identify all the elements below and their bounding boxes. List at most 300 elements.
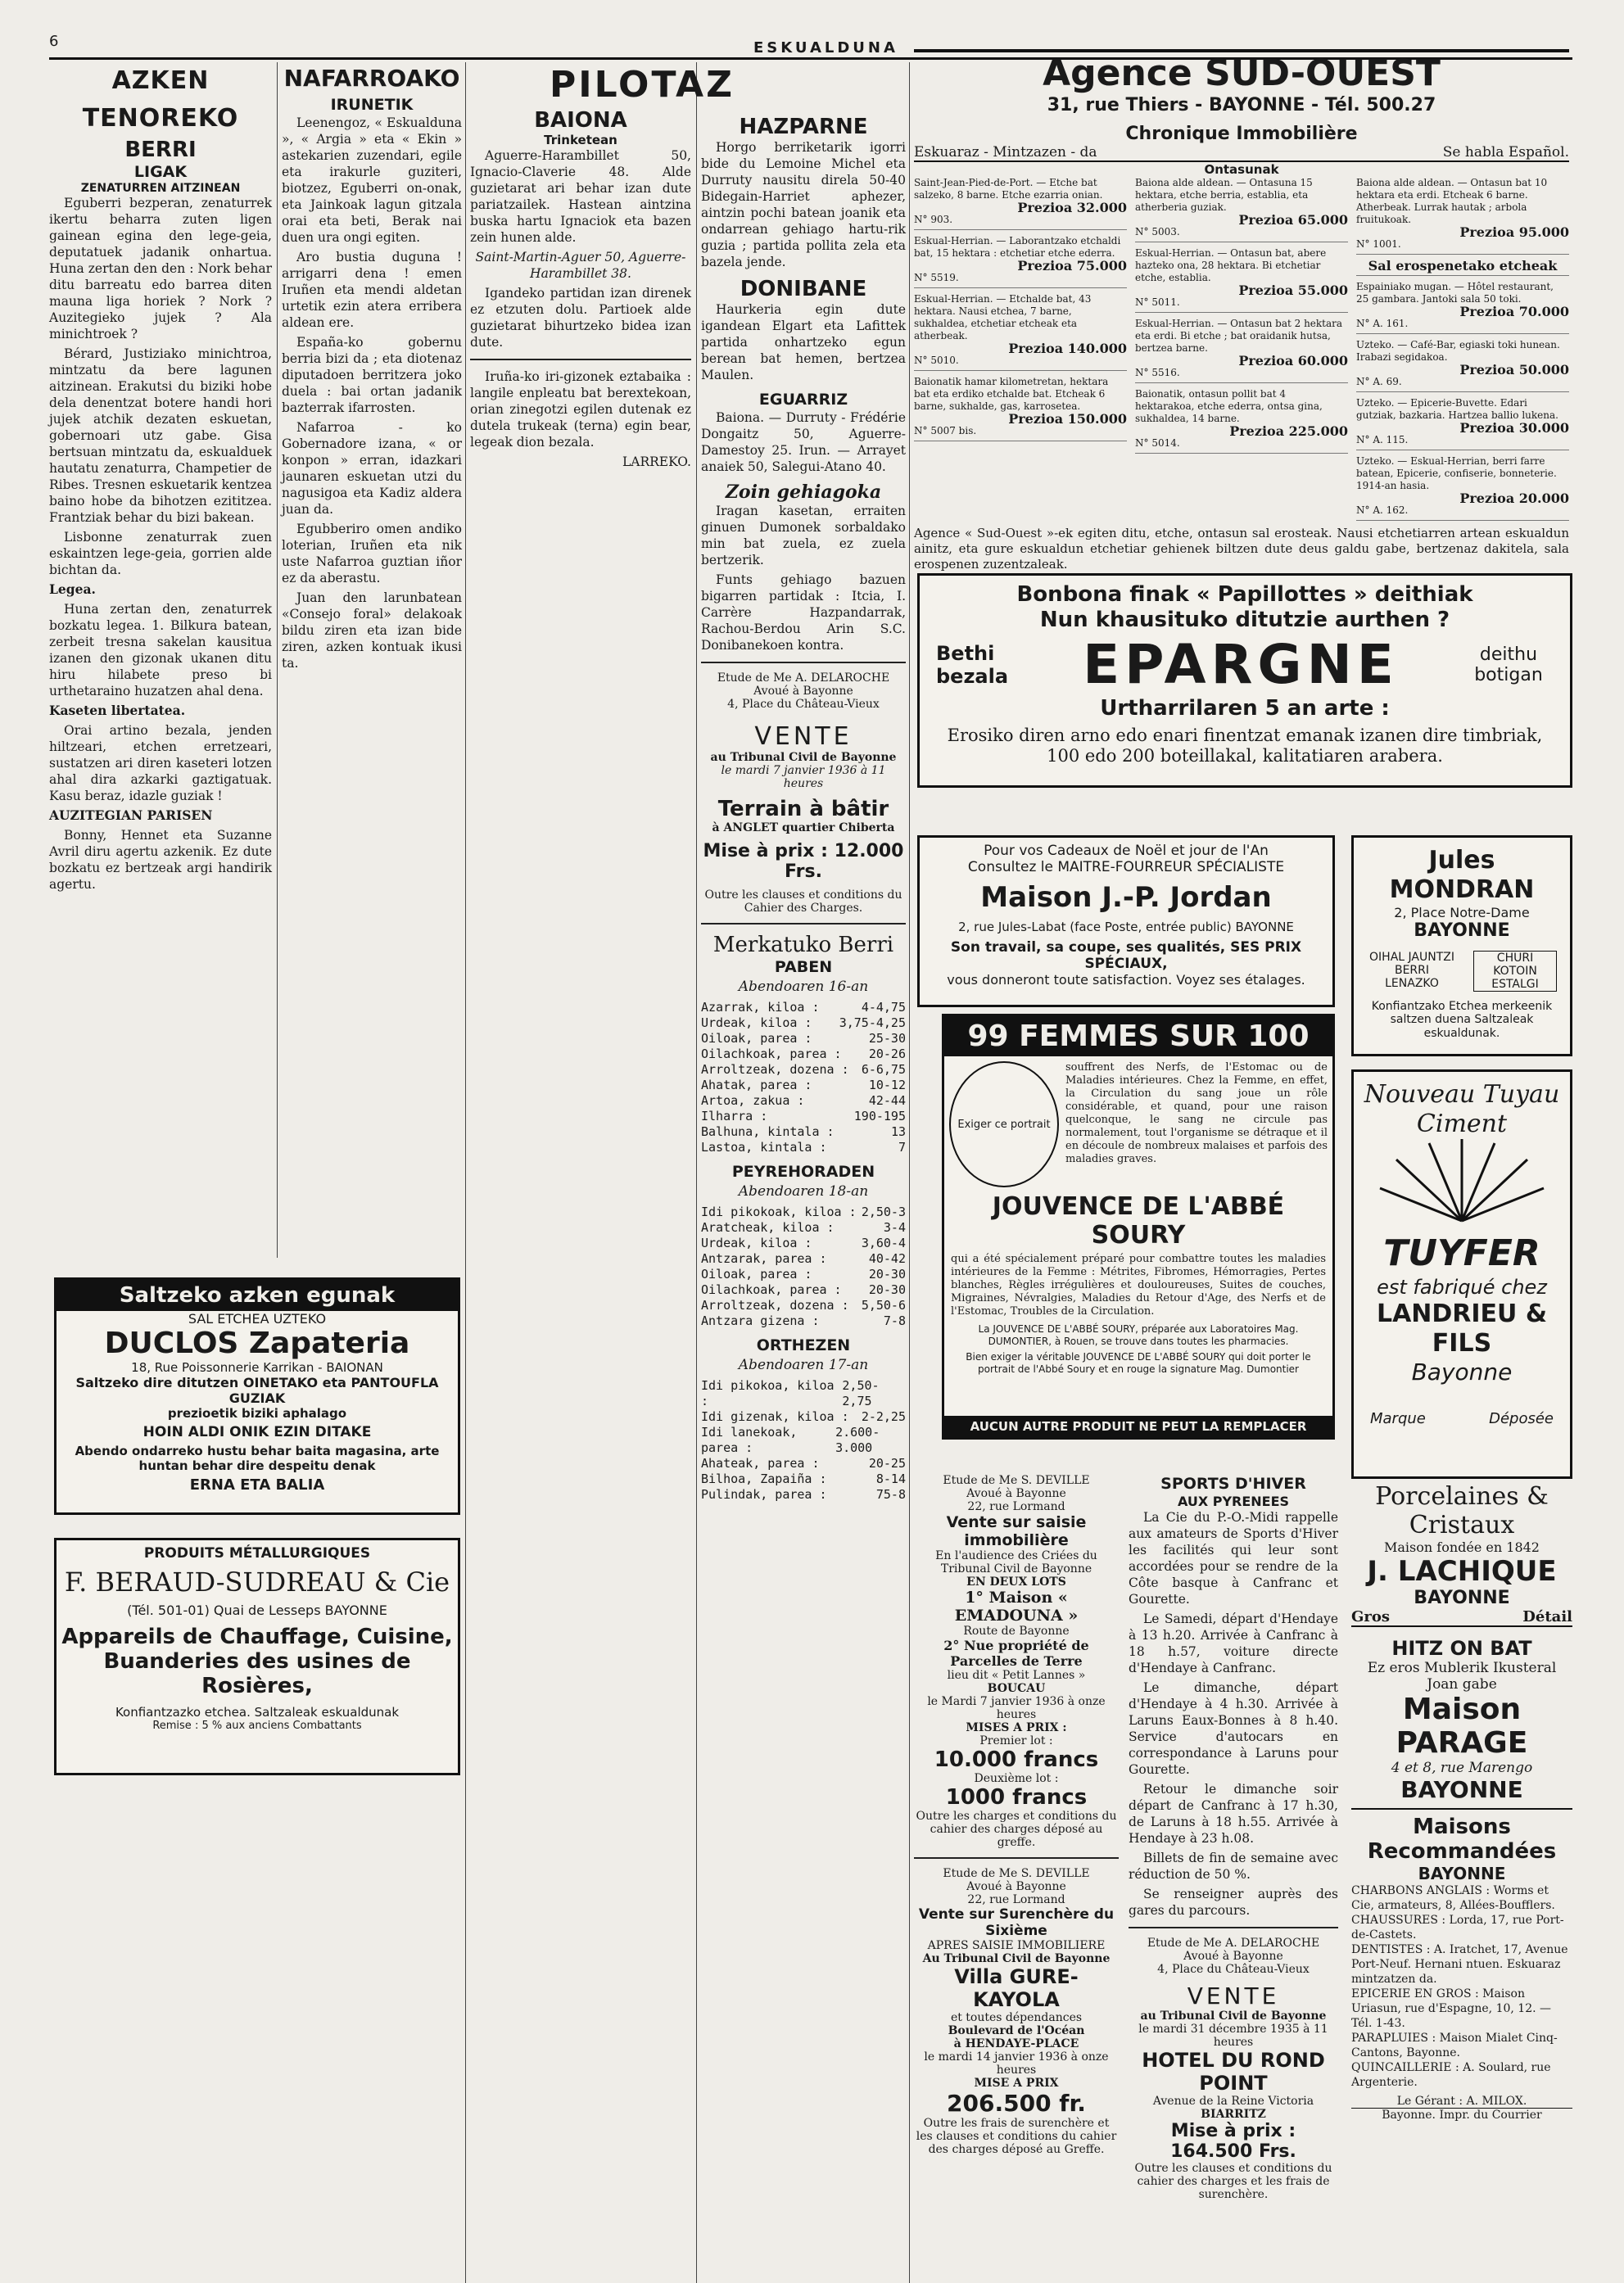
deville-v2: 1000 francs bbox=[945, 1785, 1088, 1810]
deville-head: Etude de Me S. DEVILLE bbox=[943, 1474, 1090, 1487]
column-rule bbox=[909, 62, 910, 2283]
column-rule bbox=[277, 62, 278, 1258]
listing-price: Prezioa 75.000 bbox=[1017, 258, 1127, 274]
bonbona-bethi: Bethi bezala bbox=[936, 641, 1009, 688]
jouvence-headline: 99 FEMMES SUR 100 bbox=[944, 1016, 1332, 1056]
price-value: 5,50-6 bbox=[861, 1298, 906, 1313]
col1-sub1: LIGAK bbox=[133, 163, 188, 181]
price-item: Idi pikokoak, kiloa : bbox=[701, 1205, 857, 1219]
recommand-list bbox=[1351, 1883, 1572, 2090]
agency-title: Agence SUD-OUEST bbox=[1043, 52, 1441, 94]
delaroche2-ave: Avenue de la Reine Victoria bbox=[1152, 2095, 1314, 2108]
listing bbox=[1356, 177, 1569, 255]
deville2-date: le mardi 14 janvier 1936 à onze heures bbox=[924, 2050, 1109, 2077]
col1-section: BERRI bbox=[124, 138, 197, 162]
price-item: Ahatak, parea : bbox=[701, 1078, 812, 1092]
agency-block bbox=[914, 49, 1569, 572]
duclos-l2: SAL ETCHEA UZTEKO bbox=[188, 1311, 327, 1327]
listing-price: Prezioa 60.000 bbox=[1238, 353, 1348, 368]
col4-egurriz-title: EGUARRIZ bbox=[758, 391, 848, 409]
paben-title: PABEN bbox=[774, 958, 833, 976]
col1-kaseten-text: Orai artino bezala, jenden hiltzeari, etchen erretzeari, sustatzen ari diren kaseteri lotzen ahal dira azkarki gaztigatuak. Kasu beraz, idazle guziak ! bbox=[49, 723, 272, 803]
listing-price: Prezioa 32.000 bbox=[1017, 200, 1127, 215]
price-value: 2.600-3.000 bbox=[835, 1425, 880, 1455]
tuyfer-made: est fabriqué chez bbox=[1377, 1275, 1547, 1299]
price-item: Urdeak, kiloa : bbox=[701, 1236, 812, 1250]
price-row bbox=[701, 1378, 906, 1409]
col3-signature: LARREKO. bbox=[622, 454, 691, 469]
lachique-detail: Détail bbox=[1522, 1608, 1572, 1625]
col3-baiona-sub: Trinketean bbox=[544, 133, 617, 147]
listing-no: N° 5519. bbox=[914, 272, 959, 283]
listing-price: Prezioa 65.000 bbox=[1238, 212, 1348, 228]
parage-addr: 4 et 8, rue Marengo bbox=[1391, 1760, 1533, 1776]
col1-kaseten-title: Kaseten libertatea. bbox=[49, 703, 186, 718]
parage-name: Maison PARAGE bbox=[1396, 1693, 1528, 1760]
recommand-item: EPICERIE EN GROS : Maison Uriasun, rue d'Espagne, 10, 12. — Tél. 1-43. bbox=[1351, 1987, 1551, 2030]
col4-hazparne-title: HAZPARNE bbox=[739, 115, 868, 139]
price-item: Arroltzeak, dozena : bbox=[701, 1298, 849, 1313]
price-value: 42-44 bbox=[868, 1093, 906, 1108]
deville2-deps: et toutes dépendances bbox=[950, 2011, 1083, 2024]
deville-lieu: lieu dit « Petit Lannes » bbox=[947, 1669, 1086, 1682]
bonbona-line1: Bonbona finak « Papillottes » deithiak bbox=[1016, 582, 1473, 607]
beraud-l5: Remise : 5 % aux anciens Combattants bbox=[152, 1720, 362, 1732]
paben-sub: Abendoaren 16-an bbox=[738, 979, 869, 995]
price-value: 8-14 bbox=[875, 1472, 906, 1486]
delaroche2-addr: 4, Place du Château-Vieux bbox=[1157, 1963, 1310, 1976]
price-row bbox=[701, 1472, 906, 1487]
parage-l1: HITZ ON BAT bbox=[1391, 1637, 1532, 1660]
peyre-price-list bbox=[701, 1205, 906, 1329]
sports-sub: AUX PYRENEES bbox=[1177, 1494, 1290, 1509]
beraud-name: F. BERAUD-SUDREAU & Cie bbox=[64, 1566, 450, 1598]
listing-text: Baiona alde aldean. — Ontasun bat 10 hektara eta erdi. Etcheak 6 barne. Atherbeak. Lurrak hautak ; arbola fruitukoak. bbox=[1356, 177, 1548, 225]
price-item: Idi lanekoak, parea : bbox=[701, 1425, 798, 1455]
sports-text1: La Cie du P.-O.-Midi rappelle aux amateurs de Sports d'Hiver les facilités qui leur sont accordées pour se rendre de la Côte basque à Canfranc et Gourette. bbox=[1129, 1510, 1338, 1607]
listing-price: Prezioa 140.000 bbox=[1008, 341, 1127, 356]
delaroche2-sub: au Tribunal Civil de Bayonne bbox=[1140, 2009, 1327, 2023]
parage-city: BAYONNE bbox=[1400, 1776, 1523, 1803]
parage-l2: Ez eros Mublerik Ikusteral Joan gabe bbox=[1367, 1660, 1557, 1693]
agency-addr: 31, rue Thiers - BAYONNE - Tél. 500.27 bbox=[1047, 95, 1436, 115]
col1-sub2: ZENATURREN AITZINEAN bbox=[80, 182, 241, 195]
price-item: Oiloak, parea : bbox=[701, 1267, 812, 1282]
deville-sub: En l'audience des Criées du Tribunal Civil de Bayonne bbox=[935, 1549, 1097, 1575]
auction-sub: au Tribunal Civil de Bayonne bbox=[710, 751, 897, 764]
deville2-place: Avoué à Bayonne bbox=[966, 1880, 1066, 1893]
abbe-portrait-icon bbox=[949, 1061, 1059, 1187]
tuyfer-maker: LANDRIEU & FILS bbox=[1376, 1299, 1548, 1358]
price-row bbox=[701, 1015, 906, 1031]
lachique-l2: Maison fondée en 1842 bbox=[1384, 1539, 1540, 1555]
col1-text1: Eguberri bezperan, zenaturrek ikertu beharra zuten ligen gainean egina den lege-geia, deputatuek jadanik onhartua. Huna zertan den den : Nork behar ditu barreatu edo barrea diten mauna liga horiek ? Nork ? Auzitegieko jujek ? Ala minichtroek ? bbox=[49, 196, 272, 341]
col2-section: IRUNETIK bbox=[330, 96, 414, 114]
deville-note: Outre les charges et conditions du cahier des charges déposé au greffe. bbox=[916, 1810, 1117, 1849]
deville-addr: 22, rue Lormand bbox=[967, 1500, 1065, 1513]
duclos-l5: HOIN ALDI ONIK EZIN DITAKE bbox=[142, 1424, 372, 1440]
column-pilotaz bbox=[470, 62, 735, 477]
listing-no: N° A. 115. bbox=[1356, 434, 1409, 445]
listing-no: N° 5516. bbox=[1135, 367, 1180, 378]
deville2-head: Etude de Me S. DEVILLE bbox=[943, 1867, 1090, 1880]
orthez-sub: Abendoaren 17-an bbox=[738, 1357, 869, 1373]
col2-text5: Egubberiro omen andiko loterian, Iruñen eta nik uste Nafarroa guztian iñor ez da aberastu. bbox=[282, 522, 462, 585]
auction-addr: 4, Place du Château-Vieux bbox=[727, 698, 880, 711]
price-item: Aratcheak, kiloa : bbox=[701, 1220, 835, 1235]
deville-v1: 10.000 francs bbox=[934, 1747, 1099, 1772]
delaroche2-prix: Mise à prix : 164.500 Frs. bbox=[1170, 2121, 1296, 2162]
peyre-sub: Abendoaren 18-an bbox=[738, 1183, 869, 1200]
price-row bbox=[701, 1062, 906, 1078]
jouvence-text: souffrent des Nerfs, de l'Estomac ou de Maladies intérieures. Chez la Femme, en effet, la Circulation du sang joue un rôle considérable, et quand, pour une raison quelconque, le sang ne circule pas normalement, tout l'organisme se détraque et il en découle de nombreux malaises et parfois des maladies graves. bbox=[1065, 1061, 1328, 1165]
orthez-price-list bbox=[701, 1378, 906, 1503]
recommand-title: Maisons Recommandées bbox=[1367, 1815, 1557, 1864]
listing bbox=[1356, 455, 1569, 521]
price-value: 20-30 bbox=[868, 1267, 906, 1282]
price-value: 10-12 bbox=[868, 1078, 906, 1092]
duclos-ad bbox=[54, 1277, 460, 1515]
price-row bbox=[701, 1109, 906, 1124]
price-row bbox=[701, 1425, 906, 1456]
price-value: 2-2,25 bbox=[861, 1409, 906, 1424]
agency-note: Agence « Sud-Ouest »-ek egiten ditu, etche, ontasun sal erosteak. Nausi etchetiarren artean eskualdun ainitz, eta gure eskualdun etchetiar gehienek biltzen dute deus galdu gabe, bertzenaz dakitela, sala erospenen zuzentzaleak. bbox=[914, 526, 1569, 572]
col4-funts-text: Funts gehiago bazuen bigarren partidak : Itcia, I. Carrère Hazpandarrak, Rachou-Berdou Arin S.C. Donibanekoen kontra. bbox=[701, 572, 906, 653]
col3-iruna-text: Iruña-ko iri-gizonek eztabaika : langile enpleatu bat berextekoan, orian zinegotzi egilen dutenak ez dutela trukeak (terna) egin bear, legeak dion bezala. bbox=[470, 369, 691, 450]
lachique-ad bbox=[1351, 1482, 1572, 2122]
auction-head: Etude de Me A. DELAROCHE bbox=[717, 671, 890, 685]
listing-text: Espainiako mugan. — Hôtel restaurant, 25 gambara. Jantoki sala 50 toki. bbox=[1356, 281, 1554, 305]
price-row bbox=[701, 1456, 906, 1472]
listing bbox=[1135, 318, 1348, 383]
beraud-l1: PRODUITS MÉTALLURGIQUES bbox=[143, 1545, 371, 1562]
sports-column bbox=[1129, 1474, 1338, 2201]
jouvence-prep: La JOUVENCE DE L'ABBÉ SOURY, préparée aux Laboratoires Mag. DUMONTIER, à Rouen, se trouve dans toutes les pharmacies. bbox=[978, 1323, 1299, 1347]
price-value: 2,50-3 bbox=[861, 1205, 906, 1219]
price-item: Artoa, zakua : bbox=[701, 1093, 805, 1108]
price-value: 40-42 bbox=[868, 1251, 906, 1266]
price-item: Lastoa, kintala : bbox=[701, 1140, 827, 1155]
price-value: 20-26 bbox=[868, 1047, 906, 1061]
mondran-note: Konfiantzako Etchea merkeenik saltzen duena Saltzaleak eskualdunak. bbox=[1371, 999, 1553, 1041]
price-value: 3,75-4,25 bbox=[839, 1015, 906, 1030]
duclos-l6: Abendo ondarreko hustu behar baita magasina, arte huntan behar dire despeitu denak bbox=[75, 1444, 440, 1473]
col1-legea-title: Legea. bbox=[49, 581, 96, 597]
price-value: 190-195 bbox=[853, 1109, 906, 1123]
duclos-addr: 18, Rue Poissonnerie Karrikan - BAIONAN bbox=[131, 1360, 383, 1375]
listing-price: Prezioa 150.000 bbox=[1008, 411, 1127, 427]
price-row bbox=[701, 1313, 906, 1329]
price-row bbox=[701, 1093, 906, 1109]
price-row bbox=[701, 1236, 906, 1251]
delaroche2-note: Outre les clauses et conditions du cahier des charges et les frais de surenchère. bbox=[1134, 2162, 1332, 2201]
listing bbox=[914, 177, 1127, 230]
deville-lot1: 1° Maison « EMADOUNA » bbox=[954, 1589, 1079, 1625]
recommand-item: DENTISTES : A. Iratchet, 17, Avenue Port-Neuf. Hernani ntuen. Eskuaraz mintzatzen da. bbox=[1351, 1943, 1568, 1986]
price-item: Ahateak, parea : bbox=[701, 1456, 820, 1471]
price-item: Azarrak, kiloa : bbox=[701, 1000, 820, 1015]
column-hazparne bbox=[701, 115, 906, 1503]
price-item: Antzarak, parea : bbox=[701, 1251, 827, 1266]
col1-title: AZKEN TENOREKO bbox=[82, 66, 239, 133]
beraud-l2: Appareils de Chauffage, Cuisine, bbox=[61, 1625, 453, 1649]
bonbona-brand: EPARGNE bbox=[1083, 633, 1399, 697]
deville2-hendaye: à HENDAYE-PLACE bbox=[953, 2037, 1079, 2050]
duclos-l1: Saltzeko azken egunak bbox=[57, 1280, 458, 1311]
auction-date: le mardi 7 janvier 1936 à 11 heures bbox=[721, 764, 886, 790]
listing-no: N° 5014. bbox=[1135, 437, 1180, 449]
deville2-mise: MISE A PRIX bbox=[974, 2077, 1059, 2090]
sports-text4: Retour le dimanche soir départ de Canfranc à 17 h.30, de Laruns à 18 h.55. Arrivée à Hendaye à 23 h.08. bbox=[1129, 1782, 1338, 1846]
tuyfer-deposee: Déposée bbox=[1489, 1410, 1554, 1428]
mondran-name: Jules MONDRAN bbox=[1389, 846, 1535, 904]
deville2-sub: APRES SAISIE IMMOBILIERE bbox=[927, 1939, 1106, 1952]
price-item: Pulindak, parea : bbox=[701, 1487, 827, 1502]
price-row bbox=[701, 1487, 906, 1503]
price-row bbox=[701, 1205, 906, 1220]
col2-text4: Nafarroa - ko Gobernadore izana, « or konpon » erran, idazkari jaunaren eskuetan utzi du nagusigoa eta Kadiz aldera juan da. bbox=[282, 420, 462, 517]
listing bbox=[914, 235, 1127, 288]
duclos-l4: prezioetik biziki aphalago bbox=[167, 1406, 347, 1421]
deville-p1: Premier lot : bbox=[979, 1734, 1053, 1747]
price-row bbox=[701, 1282, 906, 1298]
price-value: 2,50-2,75 bbox=[842, 1378, 880, 1408]
lachique-l1: Porcelaines & Cristaux bbox=[1375, 1482, 1549, 1539]
listing-price: Prezioa 55.000 bbox=[1238, 283, 1348, 298]
lachique-city: BAYONNE bbox=[1414, 1588, 1510, 1608]
listing-text: Eskual-Herrian. — Ontasun bat, abere hazteko ona, 28 hektara. Bi etchetiar etche, establia. bbox=[1135, 247, 1327, 283]
deville-vente: Vente sur saisie immobilière bbox=[946, 1513, 1087, 1549]
price-item: Bilhoa, Zapaiña : bbox=[701, 1472, 827, 1486]
listing-price: Prezioa 50.000 bbox=[1459, 362, 1569, 377]
sports-text2: Le Samedi, départ d'Hendaye à 13 h.20. Arrivée à Canfranc à 18 h.57, voiture directe d'Hendaye à Canfranc. bbox=[1129, 1612, 1338, 1675]
tuyfer-ad bbox=[1351, 1069, 1572, 1479]
listing-no: N° 5011. bbox=[1135, 296, 1180, 308]
price-value: 4-4,75 bbox=[861, 1000, 906, 1015]
listing-text: Eskual-Herrian. — Laborantzako etchaldi bat, 15 hektara : etchetiar etche ederra. bbox=[914, 235, 1121, 259]
recommand-item: CHARBONS ANGLAIS : Worms et Cie, armateurs, 8, Allées-Boufflers. bbox=[1351, 1884, 1555, 1912]
beraud-tel: (Tél. 501-01) Quai de Lesseps BAYONNE bbox=[127, 1603, 387, 1618]
price-item: Ilharra : bbox=[701, 1109, 768, 1123]
jouvence-warn: Bien exiger la véritable JOUVENCE DE L'ABBÉ SOURY qui doit porter le portrait de l'Abbé Soury et en rouge la signature Mag. Dumontier bbox=[966, 1351, 1311, 1375]
tuyfer-marque: Marque bbox=[1370, 1410, 1426, 1428]
deville2-addr: 22, rue Lormand bbox=[967, 1893, 1065, 1906]
deville-place: Avoué à Bayonne bbox=[966, 1487, 1066, 1500]
mondran-addr: 2, Place Notre-Dame bbox=[1394, 905, 1530, 920]
jouvence-exiger: Exiger ce portrait bbox=[957, 1118, 1051, 1131]
col1-parisen-title: AUZITEGIAN PARISEN bbox=[49, 807, 213, 823]
auction-place: Avoué à Bayonne bbox=[753, 685, 853, 698]
listing-no: N° A. 161. bbox=[1356, 318, 1409, 329]
listing-text: Baionatik, ontasun pollit bat 4 hektarakoa, etche ederra, ontsa gina, sukhaldea, 14 barne. bbox=[1135, 388, 1323, 424]
col2-text6: Juan den larunbatean «Consejo foral» delakoak bildu ziren eta izan bide ziren, azken kontuak ikusi ta. bbox=[282, 590, 462, 671]
listing-no: N° A. 162. bbox=[1356, 504, 1409, 516]
recommand-item: PARAPLUIES : Maison Mialet Cinq-Cantons, Bayonne. bbox=[1351, 2032, 1558, 2059]
sports-text5: Billets de fin de semaine avec réduction de 50 %. bbox=[1129, 1851, 1338, 1882]
column-nafarroako bbox=[282, 62, 462, 678]
price-row bbox=[701, 1251, 906, 1267]
recommand-city: BAYONNE bbox=[1418, 1864, 1506, 1883]
listing bbox=[1135, 247, 1348, 313]
price-value: 20-25 bbox=[868, 1456, 906, 1471]
listing bbox=[1356, 339, 1569, 392]
delaroche2-head: Etude de Me A. DELAROCHE bbox=[1147, 1937, 1320, 1950]
page-number: 6 bbox=[49, 33, 59, 50]
listing-text: Uzteko. — Café-Bar, egiaski toki hunean. Irabazi segidakoa. bbox=[1356, 339, 1560, 363]
listing-price: Prezioa 95.000 bbox=[1459, 224, 1569, 240]
bonbona-deithu: deithu botigan bbox=[1474, 644, 1543, 685]
price-row bbox=[701, 1409, 906, 1425]
column-rule bbox=[696, 62, 697, 2283]
sunburst-icon bbox=[1372, 1139, 1552, 1229]
listing-text: Uzteko. — Epicerie-Buvette. Edari gutziak, bazkaria. Hartzea ballio lukena. bbox=[1356, 397, 1558, 421]
col3-title: PILOTAZ bbox=[549, 64, 735, 106]
jouvence-footer: AUCUN AUTRE PRODUIT NE PEUT LA REMPLACER bbox=[944, 1416, 1332, 1437]
listing-text: Uzteko. — Eskual-Herrian, berri farre batean, Epicerie, confiserie, bonneterie. 1914-an hasia. bbox=[1356, 455, 1557, 491]
col1-text3: Lisbonne zenaturrak zuen eskaintzen lege-geia, gorrien alde bichtan da. bbox=[49, 530, 272, 577]
col1-parisen-text: Bonny, Hennet eta Suzanne Avril diru agertu azkenik. Ez dute bozkatu ez bertzeak argi handirik agertu. bbox=[49, 828, 272, 892]
price-row bbox=[701, 1078, 906, 1093]
beraud-ad bbox=[54, 1538, 460, 1775]
beraud-l4: Konfiantzazko etchea. Saltzaleak eskualdunak bbox=[115, 1705, 400, 1720]
price-row bbox=[701, 1124, 906, 1140]
jordan-line1: Pour vos Cadeaux de Noël et jour de l'An bbox=[984, 843, 1269, 859]
listing-text: Baionatik hamar kilometretan, hektara bat eta erdiko etchalde bat. Etcheak 6 barne, sukhalde, gas, karrosetea. bbox=[914, 376, 1109, 412]
price-value: 7 bbox=[898, 1140, 906, 1155]
mondran-right: CHURI KOTOIN ESTALGI bbox=[1473, 951, 1557, 992]
price-value: 20-30 bbox=[868, 1282, 906, 1297]
price-row bbox=[701, 1267, 906, 1282]
price-item: Antzara gizena : bbox=[701, 1313, 820, 1328]
listing bbox=[1356, 397, 1569, 450]
listing bbox=[914, 293, 1127, 371]
beraud-l3: Buanderies des usines de Rosières, bbox=[103, 1649, 411, 1698]
column-azken-tenoreko bbox=[49, 62, 272, 899]
col1-text2: Bérard, Justiziako minichtroa, mintzatu da bere lagunen aitzinean. Erakutsi du biziki hobe dela denentzat botere handi hori jujek atchik dezaten eskuetan, gobernoari utz gabe. Gisa bertsuan mintzatu da, eskualduek hautatu zenaturra, Champetier de Ribes. Tresnen eskuetarik kentzea baino hobe da bihotzen ezititzea. Frantziak behar du bizi bakean. bbox=[49, 346, 272, 525]
price-value: 3-4 bbox=[883, 1220, 906, 1235]
col3-stmartin-title: Saint-Martin-Aguer 50, Aguerre-Harambillet 38. bbox=[475, 250, 686, 281]
col2-title: NAFARROAKO bbox=[283, 65, 460, 92]
price-item: Idi pikokoa, kiloa : bbox=[701, 1378, 835, 1408]
col4-egurriz-text: Baiona. — Durruty - Frédérie Dongaitz 50, Aguerre-Damestoy 25. Irun. — Arrayet anaiek 50, Salegui-Atano 40. bbox=[701, 410, 906, 474]
auction-prix: Mise à prix : 12.000 Frs. bbox=[703, 841, 904, 882]
col3-baiona-text: Aguerre-Harambillet 50, Ignacio-Claverie 48. Alde guzietarat ari behar izan dute pariatzailek. Hastean aintzina buska hartu Ignaciok eta bazen zein hunen alde. bbox=[470, 148, 691, 245]
deville2-value: 206.500 fr. bbox=[947, 2090, 1086, 2117]
price-item: Oilachkoak, parea : bbox=[701, 1047, 842, 1061]
tuyfer-l1: Nouveau Tuyau Ciment bbox=[1364, 1080, 1560, 1138]
lachique-gros: Gros bbox=[1351, 1608, 1390, 1625]
price-row bbox=[701, 1140, 906, 1155]
price-item: Urdeak, kiloa : bbox=[701, 1015, 812, 1030]
jordan-tag2: vous donneront toute satisfaction. Voyez ses étalages. bbox=[947, 972, 1305, 988]
col4-donibane-title: DONIBANE bbox=[740, 277, 867, 301]
deville2-vente: Vente sur Surenchère du Sixième bbox=[918, 1906, 1115, 1939]
col4-hazparne-text: Horgo berriketarik igorri bide du Lemoine Michel eta Durruty nausitu direla 50-40 Bidegain-Harriet aphezer, aintzin pochi batean joanik eta ondarrean gehiago hartu-rik guzia ; partida pollita zela eta bazela jende. bbox=[701, 140, 906, 269]
deville2-bd: Boulevard de l'Océan bbox=[948, 2024, 1085, 2037]
listing bbox=[1356, 281, 1569, 334]
price-row bbox=[701, 1047, 906, 1062]
price-value: 3,60-4 bbox=[861, 1236, 906, 1250]
jordan-ad bbox=[917, 835, 1335, 1007]
listing bbox=[914, 376, 1127, 441]
price-row bbox=[701, 1298, 906, 1313]
peyre-title: PEYREHORADEN bbox=[731, 1163, 875, 1181]
duclos-l7: ERNA ETA BALIA bbox=[189, 1476, 325, 1494]
tuyfer-brand: TUYFER bbox=[1383, 1232, 1540, 1274]
deville-mises: MISES A PRIX : bbox=[966, 1721, 1067, 1734]
col4-auction bbox=[701, 671, 906, 915]
jordan-tag: Son travail, sa coupe, ses qualités, SES PRIX SPÉCIAUX, bbox=[950, 938, 1302, 972]
deville-en-deux: EN DEUX LOTS bbox=[966, 1575, 1066, 1589]
market-title: Merkatuko Berri bbox=[712, 933, 894, 957]
mondran-left: OIHAL JAUNTZI BERRI LENAZKO bbox=[1369, 950, 1454, 990]
bonbona-promo: Erosiko diren arno edo enari finentzat emanak izanen dire timbriak, 100 edo 200 boteillakal, kalitatiaren arabera. bbox=[947, 725, 1543, 766]
sports-text3: Le dimanche, départ d'Hendaye à 4 h.30. Arrivée à Laruns Eaux-Bonnes à 8 h.40. Service d'autocars en correspondance à Laruns pour Gourette. bbox=[1129, 1680, 1338, 1777]
price-item: Oiloak, parea : bbox=[701, 1031, 812, 1046]
listing-text: Sal erospenetako etcheak bbox=[1368, 258, 1558, 274]
lachique-name: J. LACHIQUE bbox=[1367, 1555, 1557, 1588]
col4-donibane-text: Haurkeria egin dute igandean Elgart eta Lafittek partida onhartzeko egun berean bat hemen, bertzea Maulen. bbox=[701, 302, 906, 382]
col2-text1: Leenengoz, « Eskualduna », « Argia » eta « Ekin » astekarien zuzendari, egile eta irakurle guziteri, biotzez, Eguberri on-onak, eta Jainkoak lagun gitzala orai eta beti, Berak nai duen ura ongi egiten. bbox=[282, 115, 462, 245]
col4-zoin-title: Zoin gehiagoka bbox=[725, 481, 882, 503]
listings-mid bbox=[1135, 177, 1348, 526]
bonbona-ad bbox=[917, 573, 1572, 788]
auction-terrain: Terrain à bâtir bbox=[717, 797, 889, 821]
price-row bbox=[701, 1000, 906, 1015]
deville-boucau: BOUCAU bbox=[987, 1682, 1046, 1695]
deville-lot2: 2° Nue propriété de Parcelles de Terre bbox=[943, 1638, 1089, 1669]
listing-text: Eskual-Herrian. — Ontasun bat 2 hektara eta erdi. Bi etche ; bat oraidanik hutsa, bertzea barne. bbox=[1135, 318, 1343, 354]
jordan-line2: Consultez le MAITRE-FOURREUR SPÉCIALISTE bbox=[967, 859, 1285, 876]
sports-text6: Se renseigner auprès des gares du parcours. bbox=[1129, 1887, 1338, 1918]
price-value: 13 bbox=[890, 1124, 906, 1139]
listing-no: N° A. 69. bbox=[1356, 376, 1402, 387]
listings-right bbox=[1356, 177, 1569, 526]
price-row bbox=[701, 1220, 906, 1236]
deville-date: le Mardi 7 janvier 1936 à onze heures bbox=[927, 1695, 1106, 1721]
recommand-item: CHAUSSURES : Lorda, 17, rue Port-de-Castets. bbox=[1351, 1914, 1564, 1942]
deville2-villa: Villa GURE-KAYOLA bbox=[954, 1965, 1079, 2011]
recommand-item: QUINCAILLERIE : A. Soulard, rue Argenterie. bbox=[1351, 2061, 1551, 2089]
col2-text2: Aro bustia duguna ! arrigarri dena ! emen Iruñen eta mendi aldetan urtetik ezin atera erribera aldean ere. bbox=[282, 250, 462, 330]
listings-left bbox=[914, 177, 1127, 526]
col1-legea-text: Huna zertan den, zenaturrek bozkatu legea. 1. Bilkura batean, zerbeit tresna sakelan kausitua izanen den gizonak ukanen ditu hiru hilabete preso bi urthetaraino huzatzen ahal dena. bbox=[49, 602, 272, 698]
sports-title: SPORTS D'HIVER bbox=[1160, 1475, 1306, 1493]
listing-no: N° 5007 bis. bbox=[914, 425, 977, 436]
deville2-note: Outre les frais de surenchère et les clauses et conditions du cahier des charges déposé au Greffe. bbox=[916, 2117, 1117, 2156]
price-item: Balhuna, kintala : bbox=[701, 1124, 835, 1139]
jouvence-ad bbox=[942, 1014, 1335, 1440]
listing-no: N° 5003. bbox=[1135, 226, 1180, 237]
price-item: Oilachkoak, parea : bbox=[701, 1282, 842, 1297]
price-row bbox=[701, 1031, 906, 1047]
col3-baiona-title: BAIONA bbox=[534, 108, 627, 133]
duclos-l3: Saltzeko dire ditutzen OINETAKO eta PANTOUFLA GUZIAK bbox=[75, 1375, 439, 1406]
bonbona-line2: Nun khausituko ditutzie aurthen ? bbox=[1039, 608, 1450, 633]
listing-no: N° 5010. bbox=[914, 355, 959, 366]
auction-terrain-loc: à ANGLET quartier Chiberta bbox=[712, 821, 895, 834]
mondran-city: BAYONNE bbox=[1414, 920, 1510, 942]
listing bbox=[1135, 388, 1348, 454]
deville2-tribunal: Au Tribunal Civil de Bayonne bbox=[922, 1952, 1111, 1965]
paben-price-list bbox=[701, 1000, 906, 1155]
listing bbox=[1135, 177, 1348, 242]
imprimerie: Bayonne. Impr. du Courrier bbox=[1351, 2108, 1572, 2122]
price-value: 25-30 bbox=[868, 1031, 906, 1046]
delaroche2-biarritz: BIARRITZ bbox=[1201, 2108, 1266, 2121]
jordan-addr: 2, rue Jules-Labat (face Poste, entrée public) BAYONNE bbox=[958, 919, 1294, 934]
listing-text: Eskual-Herrian. — Etchalde bat, 43 hektara. Nausi etchea, 7 barne, sukhaldea, etchetiar etcheak eta atherbeak. bbox=[914, 293, 1092, 341]
